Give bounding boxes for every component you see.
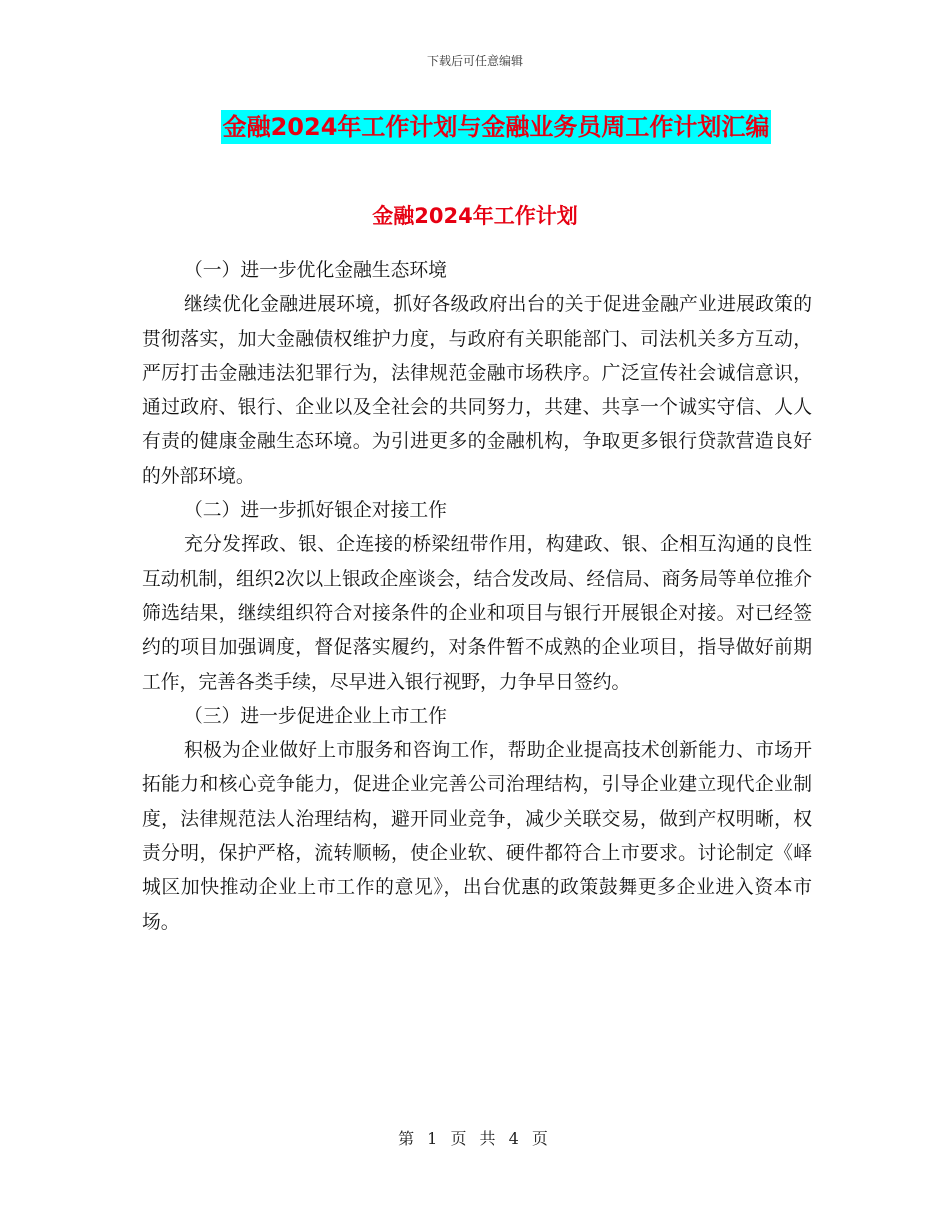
section-paragraph-2: 充分发挥政、银、企连接的桥梁纽带作用，构建政、银、企相互沟通的良性互动机制，组织2次以上银政企座谈会，结合发改局、经信局、商务局等单位推介筛选结果，继续组织符合对接条件的企业和项目与银行开展银企对接。对已经签约的项目加强调度，督促落实履约，对条件暂不成熟的企业项目，指导做好前期工作，完善各类手续，尽早进入银行视野，力争早日签约。 [142,534,812,693]
main-title: 金融2024年工作计划与金融业务员周工作计划汇编 [221,110,772,144]
section-heading-3: （三）进一步促进企业上市工作 [184,705,447,727]
section-paragraph-3: 积极为企业做好上市服务和咨询工作，帮助企业提高技术创新能力、市场开拓能力和核心竞争能力，促进企业完善公司治理结构，引导企业建立现代企业制度，法律规范法人治理结构，避开同业竞争，减少关联交易，做到产权明晰，权责分明，保护严格，流转顺畅，使企业软、硬件都符合上市要求。讨论制定《峄城区加快推动企业上市工作的意见》，出台优惠的政策鼓舞更多企业进入资本市场。 [142,740,812,933]
page-indicator: 第 1 页 共 4 页 [398,1129,552,1148]
main-title-wrap [0,110,950,144]
section-paragraph-1: 继续优化金融进展环境，抓好各级政府出台的关于促进金融产业进展政策的贯彻落实，加大金融债权维护力度，与政府有关职能部门、司法机关多方互动，严厉打击金融违法犯罪行为，法律规范金融市场秩序。广泛宣传社会诚信意识，通过政府、银行、企业以及全社会的共同努力，共建、共享一个诚实守信、人人有责的健康金融生态环境。为引进更多的金融机构，争取更多银行贷款营造良好的外部环境。 [142,294,812,487]
section-heading-2: （二）进一步抓好银企对接工作 [184,500,447,522]
header-note: 下载后可任意编辑 [426,54,523,68]
document-body [142,220,812,940]
section-heading-1: （一）进一步优化金融生态环境 [184,260,447,281]
sub-title: 金融2024年工作计划 [372,204,578,228]
